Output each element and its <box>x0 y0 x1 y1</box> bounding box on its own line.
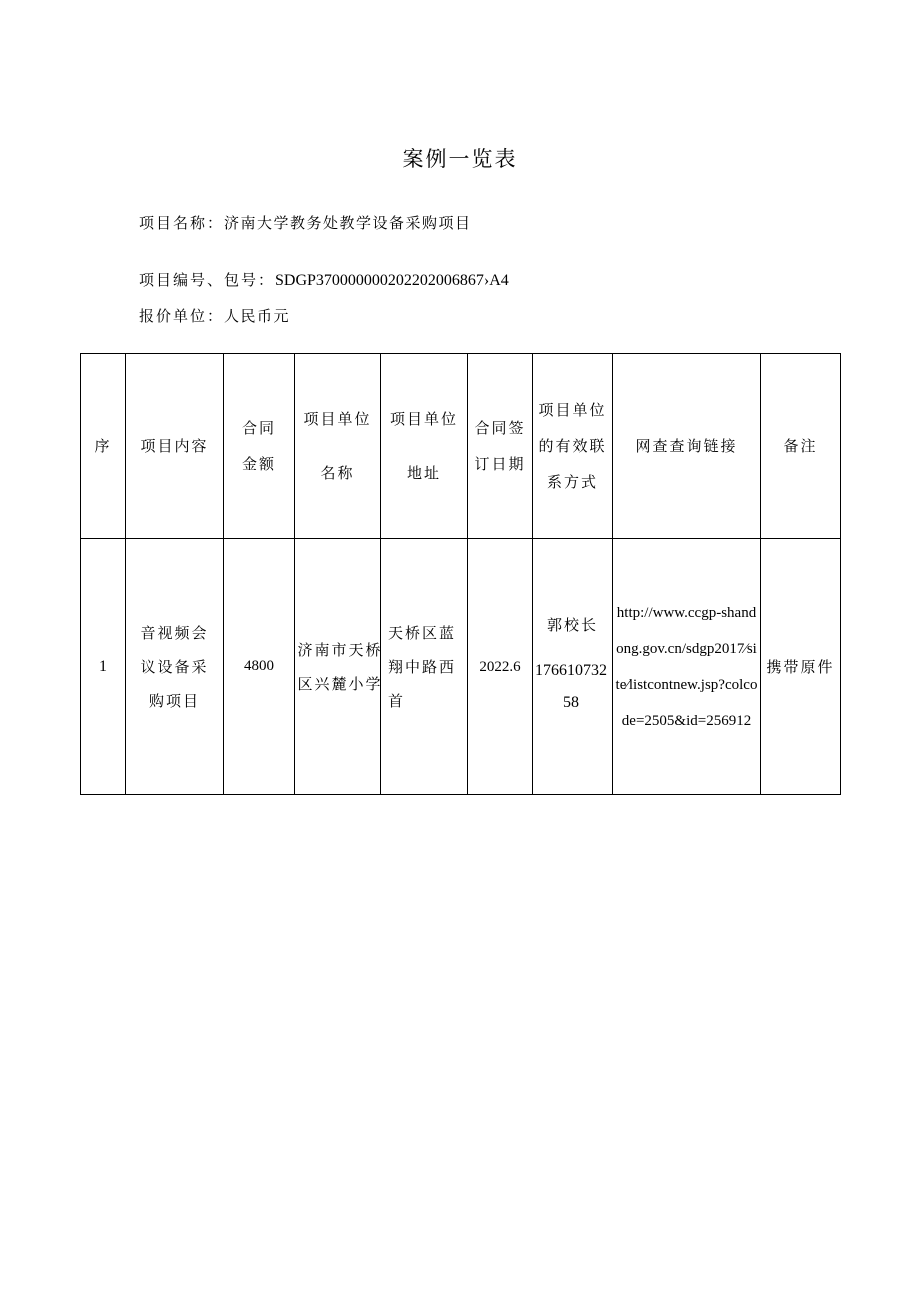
header-unit-name-text: 项目单位名称 <box>303 410 372 482</box>
page-title: 案例一览表 <box>402 147 518 171</box>
header-remark <box>761 354 841 539</box>
header-link <box>613 354 761 539</box>
cell-sign-date <box>468 539 533 795</box>
header-content <box>126 354 224 539</box>
cell-unit-address <box>381 539 468 795</box>
cell-amount: 4800 <box>224 539 295 795</box>
cell-contact <box>533 539 613 795</box>
header-seq <box>81 354 126 539</box>
cell-remark: 携带原件 <box>761 539 841 795</box>
header-sign-date <box>468 354 533 539</box>
cell-content-text: 音视频会议设备采购项目 <box>140 623 209 710</box>
project-code-line <box>139 269 509 290</box>
project-code-label: 项目编号、包号： <box>139 271 276 289</box>
cell-seq: 1 <box>81 539 126 795</box>
cell-content <box>126 539 224 795</box>
table-row <box>81 539 841 795</box>
cell-unit-address-text: 天桥区蓝翔中路西首 <box>388 623 457 710</box>
table-header-row <box>81 354 841 539</box>
project-name-line <box>139 212 472 233</box>
header-content-text: 项目内容 <box>140 437 209 455</box>
project-code-value: SDGP370000000202202006867›A4 <box>275 272 509 289</box>
header-amount-text: 合同金额 <box>241 419 276 473</box>
header-contact <box>533 354 613 539</box>
header-contact-text: 项目单位的有效联系方式 <box>538 401 607 491</box>
contact-name: 郭校长 <box>546 616 598 634</box>
header-unit-address-text: 项目单位地址 <box>389 410 458 482</box>
cell-link[interactable]: http://www.ccgp-shandong.gov.cn/sdgp2017⁄site⁄listcontnew.jsp?colcode=2505&id=256912 <box>613 539 761 795</box>
header-amount <box>224 354 295 539</box>
header-seq-text: 序 <box>94 437 112 455</box>
currency-value: 人民币元 <box>224 307 291 325</box>
header-remark-text: 备注 <box>783 437 818 455</box>
case-list-table <box>80 353 841 795</box>
project-name-value: 济南大学教务处教学设备采购项目 <box>224 214 472 232</box>
cell-unit-name <box>295 539 381 795</box>
header-unit-address <box>381 354 468 539</box>
cell-sign-date-text: 2022.6 <box>479 658 521 675</box>
contact-phone: 17661073258 <box>535 662 607 711</box>
header-link-text: 网查查询链接 <box>635 437 738 455</box>
currency-label: 报价单位： <box>139 307 225 325</box>
currency-line <box>139 305 290 326</box>
header-unit-name <box>295 354 381 539</box>
header-sign-date-text: 合同签订日期 <box>474 419 526 473</box>
cell-unit-name-text: 济南市天桥区兴麓小学 <box>297 640 383 693</box>
project-name-label: 项目名称： <box>139 214 225 232</box>
